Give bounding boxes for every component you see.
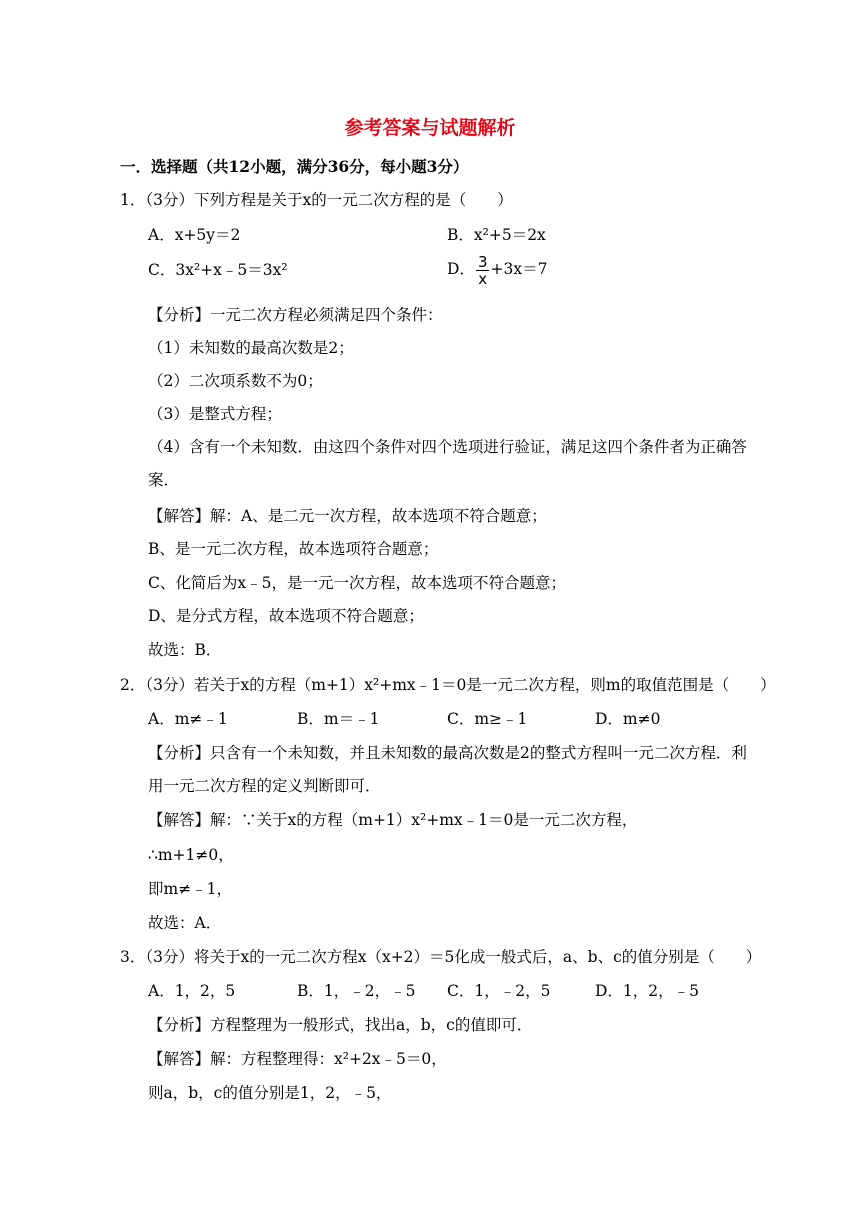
q3-stem: 3．（3分）将关于x的一元二次方程x（x+2）＝5化成一般式后，a、b、c的值分别是（ ） xyxy=(120,948,762,966)
q3-solution-1: 【解答】解：方程整理得：x²+2x﹣5＝0， xyxy=(148,1050,447,1068)
q2-stem: 2．（3分）若关于x的方程（m+1）x²+mx﹣1＝0是一元二次方程，则m的取值范围是（ ） xyxy=(120,676,776,694)
q2-solution-3: 即m≠﹣1， xyxy=(148,880,233,898)
q3-option-b: B．1，﹣2，﹣5 xyxy=(297,982,416,1000)
section-heading: 一．选择题（共12小题，满分36分，每小题3分） xyxy=(120,157,469,176)
q3-option-c: C．1，﹣2，5 xyxy=(447,982,551,1000)
q1-condition-4-cont: 案． xyxy=(148,471,180,489)
q2-option-a: A．m≠﹣1 xyxy=(148,710,228,728)
q2-analysis-2: 用一元二次方程的定义判断即可． xyxy=(148,777,381,795)
q2-answer: 故选：A． xyxy=(148,914,222,932)
q1-solution-4: D、是分式方程，故本选项不符合题意； xyxy=(148,607,424,625)
q3-option-a: A．1，2，5 xyxy=(148,982,236,1000)
q1-condition-1: （1）未知数的最高次数是2； xyxy=(148,339,354,357)
q3-option-d: D．1，2，﹣5 xyxy=(595,982,700,1000)
q2-solution-1: 【解答】解：∵关于x的方程（m+1）x²+mx﹣1＝0是一元二次方程， xyxy=(148,811,638,829)
fraction-denominator: x xyxy=(478,269,488,288)
q1-solution-1: 【解答】解：A、是二元一次方程，故本选项不符合题意； xyxy=(148,507,547,525)
q1-option-b: B．x²+5＝2x xyxy=(447,226,546,244)
fraction-numerator: 3 xyxy=(477,252,488,271)
q2-solution-2: ∴m+1≠0， xyxy=(148,846,234,864)
q1-condition-3: （3）是整式方程； xyxy=(148,405,282,423)
q1-condition-4: （4）含有一个未知数．由这四个条件对四个选项进行验证，满足这四个条件者为正确答 xyxy=(148,438,747,456)
q1-stem: 1．（3分）下列方程是关于x的一元二次方程的是（ ） xyxy=(120,191,513,209)
q1-analysis: 【分析】一元二次方程必须满足四个条件： xyxy=(148,306,443,324)
q2-option-b: B．m＝﹣1 xyxy=(297,710,380,728)
page-title: 参考答案与试题解析 xyxy=(344,117,516,139)
q1-option-d-rest: +3x＝7 xyxy=(490,260,548,278)
q1-option-c: C．3x²+x﹣5＝3x² xyxy=(148,261,288,279)
q2-analysis-1: 【分析】只含有一个未知数，并且未知数的最高次数是2的整式方程叫一元二次方程．利 xyxy=(148,744,747,762)
q2-option-c: C．m≥﹣1 xyxy=(447,710,528,728)
q1-answer: 故选：B． xyxy=(148,641,222,659)
q1-option-d-label: D． xyxy=(447,260,475,278)
q1-option-d xyxy=(447,252,547,287)
q2-option-d: D．m≠0 xyxy=(595,710,661,728)
fraction xyxy=(476,254,490,287)
q3-solution-2: 则a，b，c的值分别是1，2，﹣5， xyxy=(148,1084,392,1102)
q1-condition-2: （2）二次项系数不为0； xyxy=(148,372,323,390)
q1-option-a: A．x+5y＝2 xyxy=(148,226,241,244)
q1-solution-2: B、是一元二次方程，故本选项符合题意； xyxy=(148,540,439,558)
q3-analysis: 【分析】方程整理为一般形式，找出a，b，c的值即可． xyxy=(148,1016,533,1034)
q1-solution-3: C、化简后为x﹣5，是一元一次方程，故本选项不符合题意； xyxy=(148,574,566,592)
